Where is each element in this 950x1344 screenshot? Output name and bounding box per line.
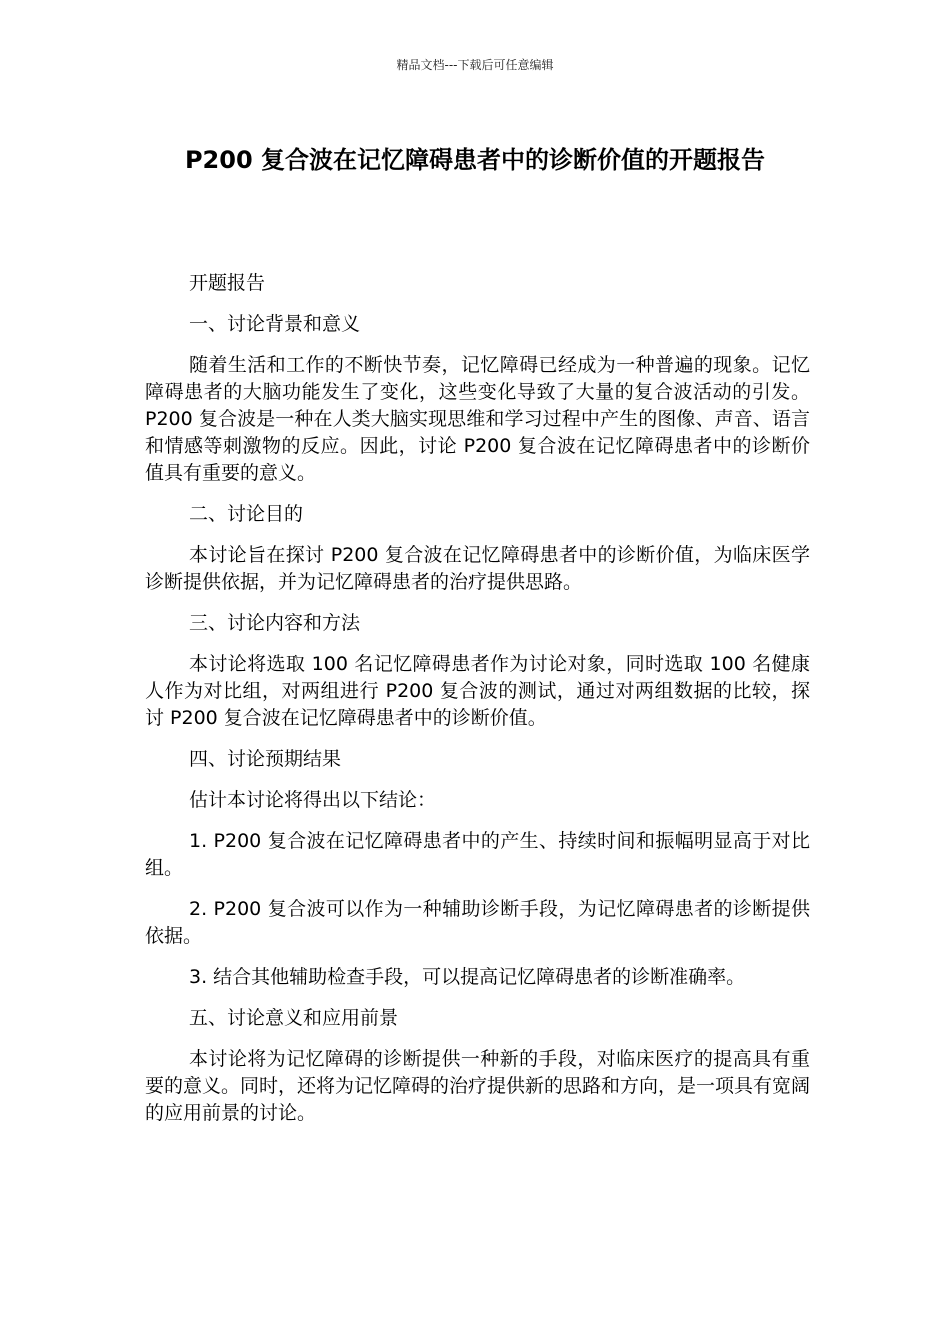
document-title: P200 复合波在记忆障碍患者中的诊断价值的开题报告 [184, 146, 766, 174]
paragraph-significance: 本讨论将为记忆障碍的诊断提供一种新的手段，对临床医疗的提高具有重要的意义。同时，还将为记忆障碍的治疗提供新的思路和方向，是一项具有宽阔的应用前景的讨论。 [145, 1048, 811, 1124]
list-item-result-1: 1. P200 复合波在记忆障碍患者中的产生、持续时间和振幅明显高于对比组。 [145, 830, 810, 879]
section-label-opening-report: 开题报告 [189, 272, 266, 294]
section-heading-expected-results: 四、讨论预期结果 [189, 748, 342, 770]
paragraph-methods: 本讨论将选取 100 名记忆障碍患者作为讨论对象，同时选取 100 名健康人作为对比组，对两组进行 P200 复合波的测试，通过对两组数据的比较，探讨 P200 复合波在记忆障碍患者中的诊断价值。 [145, 653, 810, 729]
list-item-result-3: 3. 结合其他辅助检查手段，可以提高记忆障碍患者的诊断准确率。 [189, 966, 746, 988]
paragraph-purpose: 本讨论旨在探讨 P200 复合波在记忆障碍患者中的诊断价值，为临床医学诊断提供依据，并为记忆障碍患者的治疗提供思路。 [145, 544, 810, 593]
section-heading-methods: 三、讨论内容和方法 [189, 612, 361, 634]
list-item-result-2: 2. P200 复合波可以作为一种辅助诊断手段，为记忆障碍患者的诊断提供依据。 [145, 898, 810, 947]
paragraph-expected-intro: 估计本讨论将得出以下结论： [189, 789, 437, 811]
section-heading-significance: 五、讨论意义和应用前景 [189, 1007, 399, 1029]
document-body [145, 270, 810, 1141]
document-header-note: 精品文档---下载后可任意编辑 [396, 58, 554, 72]
section-heading-purpose: 二、讨论目的 [189, 503, 304, 525]
section-heading-background: 一、讨论背景和意义 [189, 313, 361, 335]
paragraph-background: 随着生活和工作的不断快节奏，记忆障碍已经成为一种普遍的现象。记忆障碍患者的大脑功能发生了变化，这些变化导致了大量的复合波活动的引发。P200 复合波是一种在人类大脑实现思维和学习过程中产生的图像、声音、语言和情感等刺激物的反应。因此，讨论 P200 复合波在记忆障碍患者中的诊断价值具有重要的意义。 [145, 354, 810, 484]
